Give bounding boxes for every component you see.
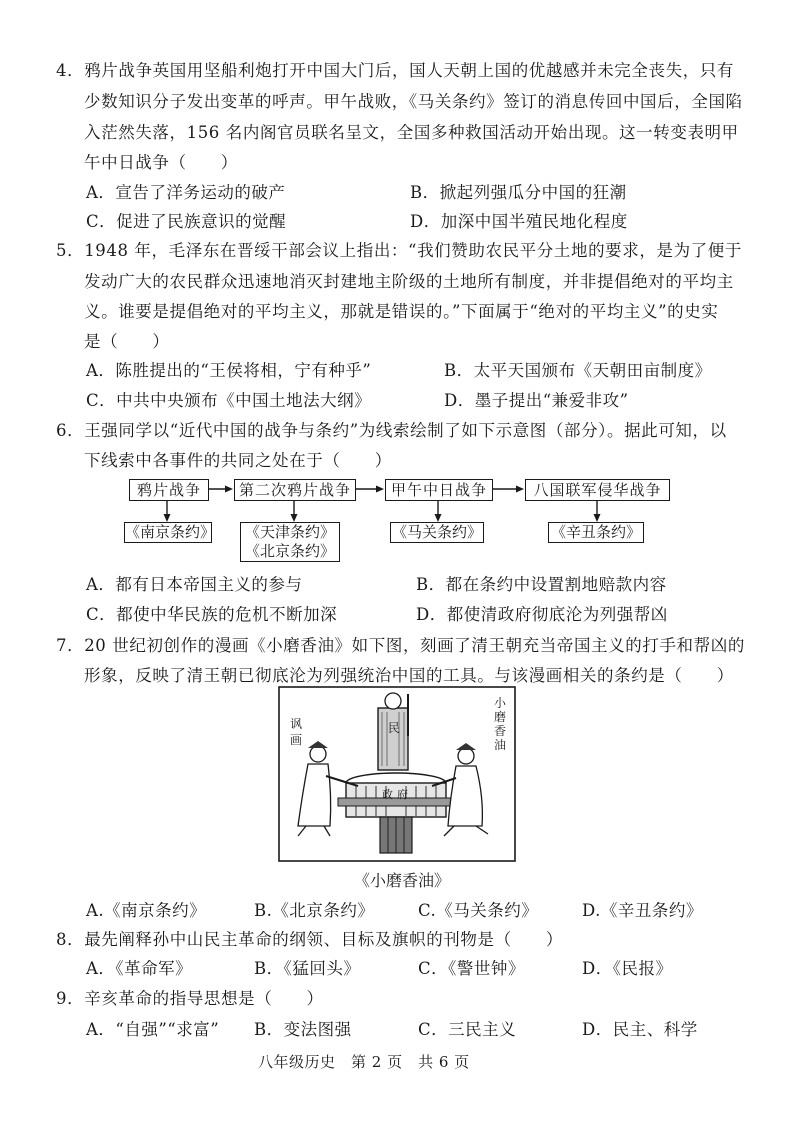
question-6-option-d[interactable]: D．都使清政府彻底沦为列强帮凶 (416, 605, 668, 624)
question-7-option-c[interactable]: C.《马关条约》 (418, 901, 539, 920)
question-8-option-c[interactable]: C．《警世钟》 (418, 959, 525, 978)
cartoon-title-vertical: 小磨香油 (494, 696, 507, 752)
treaty-tianjin: 《天津条约》 (244, 523, 335, 541)
cartoon-side-vertical: 讽画 (290, 717, 303, 747)
question-5-option-b[interactable]: B．太平天国颁布《天朝田亩制度》 (444, 361, 712, 380)
question-8-option-b[interactable]: B．《猛回头》 (254, 959, 361, 978)
cartoon-drawing (278, 686, 516, 862)
question-6-line-1: 6．王强同学以“近代中国的战争与条约”为线索绘制了如下示意图（部分）。据此可知，以 (56, 421, 727, 440)
question-8-line-1: 8．最先阐释孙中山民主革命的纲领、目标及旗帜的刊物是（ ） (56, 930, 563, 949)
treaty-maguan: 《马关条约》 (391, 523, 482, 541)
question-9-line-1: 9．辛亥革命的指导思想是（ ） (56, 989, 324, 1008)
question-4-option-d[interactable]: D．加深中国半殖民地化程度 (410, 212, 628, 231)
question-6-option-a[interactable]: A．都有日本帝国主义的参与 (86, 575, 303, 594)
treaty-box-nanjing (124, 522, 216, 543)
treaty-nanjing: 《南京条约》 (125, 523, 216, 541)
question-5-line-2: 发动广大的农民群众迅速地消灭封建地主阶级的土地所有制度，并非提倡绝对的平均主 (84, 272, 734, 291)
question-5-line-1: 5．1948 年，毛泽东在晋绥干部会议上指出：“我们赞助农民平分土地的要求，是为了便于 (56, 241, 742, 260)
question-6-line-2: 下线索中各事件的共同之处在于（ ） (84, 451, 392, 470)
question-4-option-b[interactable]: B．掀起列强瓜分中国的狂潮 (410, 183, 627, 202)
question-9-option-c[interactable]: C．三民主义 (418, 1020, 517, 1039)
treaty-box-xinchou (548, 522, 644, 543)
question-8-option-d[interactable]: D．《民报》 (582, 959, 673, 978)
treaty-beijing: 《北京条约》 (244, 542, 335, 560)
war-box-second-opium-war: 第二次鸦片战争 (234, 479, 356, 501)
question-4-line-1: 4．鸦片战争英国用坚船利炮打开中国大门后，国人天朝上国的优越感并未完全丧失，只有 (56, 61, 734, 80)
cartoon-xiaomo-xiangyou (278, 686, 516, 862)
question-4-option-a[interactable]: A．宣告了洋务运动的破产 (86, 183, 286, 202)
question-7-option-d[interactable]: D.《辛丑条约》 (582, 901, 703, 920)
cartoon-caption: 《小磨香油》 (354, 871, 451, 890)
question-5-line-3: 义。谁要是提倡绝对的平均主义，那就是错误的。”下面属于“绝对的平均主义”的史实 (84, 302, 719, 321)
war-box-sino-japanese-war: 甲午中日战争 (385, 479, 493, 501)
question-7-line-1: 7．20 世纪初创作的漫画《小磨香油》如下图，刻画了清王朝充当帝国主义的打手和帮凶的 (56, 636, 745, 655)
cartoon-label-gov: 政府 (382, 788, 412, 801)
question-9-option-a[interactable]: A．“自强”“求富” (86, 1020, 220, 1039)
question-5-option-a[interactable]: A．陈胜提出的“王侯将相，宁有种乎” (86, 361, 372, 380)
question-6-option-b[interactable]: B．都在条约中设置割地赔款内容 (416, 575, 667, 594)
question-4-line-4: 午中日战争（ ） (84, 153, 238, 172)
treaty-box-tianjin-beijing (240, 522, 340, 562)
question-5-line-4: 是（ ） (84, 332, 170, 351)
cartoon-label-people: 民 (388, 721, 401, 735)
question-4-option-c[interactable]: C．促进了民族意识的觉醒 (86, 212, 287, 231)
question-6-option-c[interactable]: C．都使中华民族的危机不断加深 (86, 605, 338, 624)
question-8-option-a[interactable]: A．《革命军》 (86, 959, 193, 978)
question-7-option-b[interactable]: B.《北京条约》 (254, 901, 375, 920)
question-5-option-c[interactable]: C．中共中央颁布《中国土地法大纲》 (86, 391, 372, 410)
question-5-option-d[interactable]: D．墨子提出“兼爱非攻” (444, 391, 629, 410)
treaty-box-maguan (390, 522, 484, 543)
war-box-eight-nation-alliance: 八国联军侵华战争 (525, 479, 670, 501)
question-9-option-d[interactable]: D．民主、科学 (582, 1020, 698, 1039)
question-7-line-2: 形象，反映了清王朝已彻底沦为列强统治中国的工具。与该漫画相关的条约是（ ） (84, 666, 734, 685)
treaty-xinchou: 《辛丑条约》 (550, 523, 641, 541)
page-footer: 八年级历史 第 2 页 共 6 页 (258, 1053, 470, 1071)
question-4-line-3: 入茫然失落，156 名内阁官员联名呈文，全国多种救国活动开始出现。这一转变表明甲 (84, 123, 739, 142)
question-4-line-2: 少数知识分子发出变革的呼声。甲午战败，《马关条约》签订的消息传回中国后，全国陷 (84, 92, 743, 111)
war-box-opium-war: 鸦片战争 (129, 479, 209, 501)
question-7-option-a[interactable]: A.《南京条约》 (86, 901, 207, 920)
question-9-option-b[interactable]: B．变法图强 (254, 1020, 352, 1039)
